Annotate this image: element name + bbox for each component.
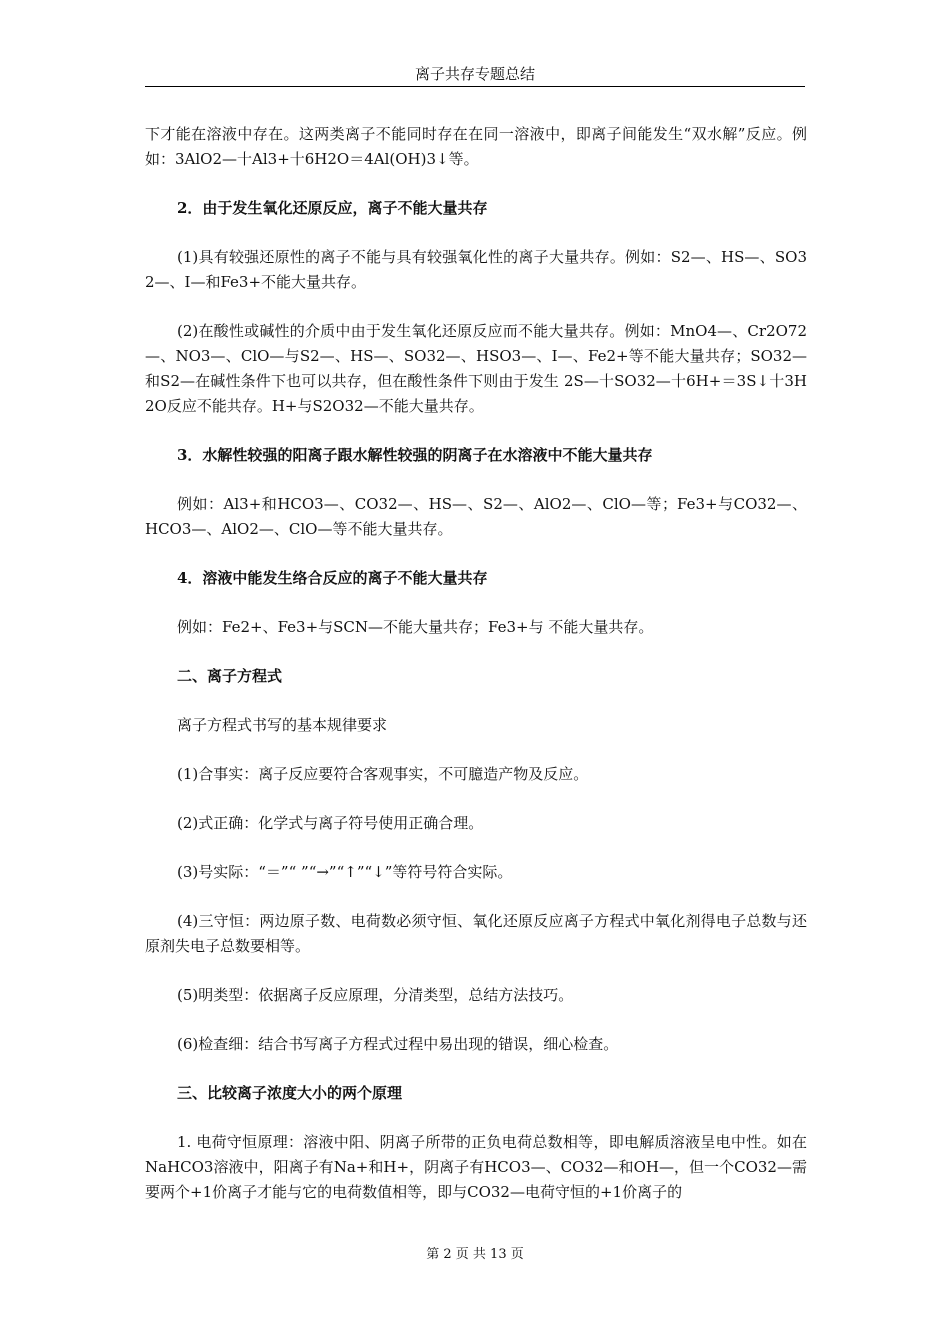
document-body (145, 122, 807, 1205)
rule-item-3: (3)号实际：“＝”“ ”“→”“↑”“↓”等符号符合实际。 (177, 863, 513, 881)
document-title: 离子共存专题总结 (414, 65, 535, 83)
page-number: 第 2 页 共 13 页 (426, 1247, 524, 1262)
heading-complexation: 4．溶液中能发生络合反应的离子不能大量共存 (177, 569, 488, 587)
rule-item-1: (1)合事实：离子反应要符合客观事实，不可臆造产物及反应。 (177, 765, 589, 783)
rule-item-2: (2)式正确：化学式与离子符号使用正确合理。 (177, 814, 484, 832)
paragraph-complexation: 例如：Fe2+、Fe3+与SCN—不能大量共存；Fe3+与 不能大量共存。 (177, 618, 654, 636)
page-header (145, 62, 805, 87)
section-concentration-principles: 三、比较离子浓度大小的两个原理 (177, 1084, 403, 1102)
page-footer (0, 1245, 950, 1265)
paragraph-hydrolysis: 例如：Al3+和HCO3—、CO32—、HS—、S2—、AlO2—、ClO—等；Fe3+与CO32—、HCO3—、AlO2—、ClO—等不能大量共存。 (145, 495, 807, 538)
heading-hydrolysis: 3．水解性较强的阳离子跟水解性较强的阴离子在水溶液中不能大量共存 (177, 446, 653, 464)
rule-item-4: (4)三守恒：两边原子数、电荷数必须守恒、氧化还原反应离子方程式中氧化剂得电子总数与还原剂失电子总数要相等。 (145, 912, 807, 955)
paragraph-redox-1: (1)具有较强还原性的离子不能与具有较强氧化性的离子大量共存。例如：S2—、HS—、SO32—、I—和Fe3+不能大量共存。 (145, 248, 807, 291)
rule-item-6: (6)检查细：结合书写离子方程式过程中易出现的错误，细心检查。 (177, 1035, 619, 1053)
section-ionic-equation: 二、离子方程式 (177, 667, 283, 685)
paragraph-charge-conservation: 1. 电荷守恒原理：溶液中阳、阴离子所带的正负电荷总数相等，即电解质溶液呈电中性。如在NaHCO3溶液中，阳离子有Na+和H+，阴离子有HCO3—、CO32—和OH—，但一个CO32—需要两个+1价离子才能与它的电荷数值相等，即与CO32—电荷守恒的+1价离子的 (145, 1133, 807, 1201)
rule-item-5: (5)明类型：依据离子反应原理，分清类型，总结方法技巧。 (177, 986, 574, 1004)
paragraph-redox-2: (2)在酸性或碱性的介质中由于发生氧化还原反应而不能大量共存。例如：MnO4—、Cr2O72—、NO3—、ClO—与S2—、HS—、SO32—、HSO3—、I—、Fe2+等不能大量共存；SO32—和S2—在碱性条件下也可以共存，但在酸性条件下则由于发生 2S—十SO32—十6H+＝3S↓十3H2O反应不能共存。H+与S2O32—不能大量共存。 (145, 322, 807, 415)
heading-redox: 2．由于发生氧化还原反应，离子不能大量共存 (177, 199, 488, 217)
paragraph-double-hydrolysis: 下才能在溶液中存在。这两类离子不能同时存在在同一溶液中，即离子间能发生“双水解”反应。例如：3AlO2—十Al3+十6H2O＝4Al(OH)3↓等。 (145, 125, 807, 168)
paragraph-ionic-equation-intro: 离子方程式书写的基本规律要求 (177, 716, 388, 734)
